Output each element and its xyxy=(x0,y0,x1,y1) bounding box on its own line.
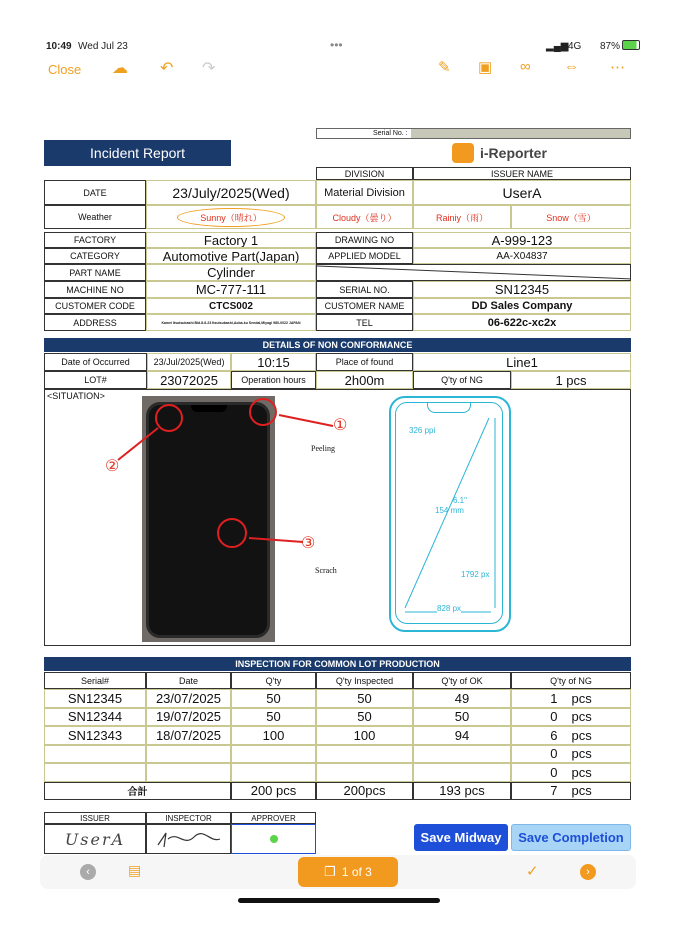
status-date: Wed Jul 23 xyxy=(78,41,128,52)
table-cell[interactable]: SN12343 xyxy=(44,726,146,745)
applied-model-field[interactable]: AA-X04837 xyxy=(413,248,631,264)
part-name-field[interactable]: Cylinder xyxy=(146,264,316,281)
approver-status-dot-icon xyxy=(270,835,278,843)
table-cell[interactable] xyxy=(316,763,413,782)
ng-unit: pcs xyxy=(571,746,592,762)
fit-width-icon[interactable]: ⇔ xyxy=(564,58,579,75)
camera-icon[interactable]: ▣ xyxy=(478,59,493,76)
serial-no-label-2: SERIAL NO. xyxy=(316,281,413,298)
tel-label: TEL xyxy=(316,314,413,331)
category-label: CATEGORY xyxy=(44,248,146,264)
address-field[interactable]: Kamei Itsutsubashi Bld.8-6-23 Itsutsubashi,Aoba-ku Sendai,Miyagi 980-0022 JAPAN xyxy=(146,314,316,331)
date-occurred-field[interactable]: 23/Jul/2025(Wed) xyxy=(147,353,231,371)
total-cell: 200pcs xyxy=(316,782,413,801)
pages-icon: ❐ xyxy=(324,864,336,879)
ng-value: 0 xyxy=(550,709,558,725)
address-label: ADDRESS xyxy=(44,314,146,331)
home-indicator xyxy=(238,898,440,903)
more-icon[interactable]: ⋯ xyxy=(610,59,625,76)
table-cell[interactable]: 18/07/2025 xyxy=(146,726,231,745)
total-cell: 193 pcs xyxy=(413,782,511,801)
mm-label: 154 mm xyxy=(435,506,464,515)
ng-cell[interactable] xyxy=(511,763,631,782)
table-cell[interactable] xyxy=(146,745,231,764)
table-cell[interactable]: 49 xyxy=(413,689,511,708)
table-cell[interactable] xyxy=(316,745,413,764)
customer-code-label: CUSTOMER CODE xyxy=(44,298,146,314)
table-cell[interactable]: 50 xyxy=(413,708,511,727)
issuer-name-field[interactable]: UserA xyxy=(413,180,631,205)
serial-no-field[interactable] xyxy=(316,128,631,139)
total-label: 合計 xyxy=(44,782,231,801)
signal-icon: ▂▄▆ xyxy=(546,41,569,52)
issuer-signature: UserA xyxy=(64,829,126,849)
weather-label: Weather xyxy=(44,205,146,229)
lot-field[interactable]: 23072025 xyxy=(147,371,231,389)
column-header: Serial# xyxy=(44,672,146,689)
column-header: Q'ty of OK xyxy=(413,672,511,689)
category-field[interactable]: Automotive Part(Japan) xyxy=(146,248,316,264)
ng-label: Q'ty of NG xyxy=(413,371,511,389)
date-label: DATE xyxy=(44,180,146,205)
table-cell[interactable] xyxy=(231,763,316,782)
ng-value: 0 xyxy=(550,764,558,780)
serial-no-label: Serial No. : xyxy=(373,130,408,137)
network-label: 4G xyxy=(568,41,582,52)
column-header: Date xyxy=(146,672,231,689)
ng-unit: pcs xyxy=(571,709,592,725)
blank-strikethrough-cell xyxy=(316,264,631,281)
serial-no-value-field[interactable]: SN12345 xyxy=(413,281,631,298)
customer-code-field[interactable]: CTCS002 xyxy=(146,298,316,314)
ng-unit: pcs xyxy=(571,727,592,743)
machine-no-label: MACHINE NO xyxy=(44,281,146,298)
approver-sign-label: APPROVER xyxy=(231,812,316,824)
page-indicator-label: 1 of 3 xyxy=(341,865,372,879)
situation-area[interactable] xyxy=(44,389,631,646)
table-cell[interactable]: 50 xyxy=(231,708,316,727)
factory-label: FACTORY xyxy=(44,232,146,248)
weather-sunny-option[interactable] xyxy=(146,205,316,229)
close-button[interactable]: Close xyxy=(48,62,82,77)
status-bar xyxy=(32,36,644,58)
weather-snow-option[interactable]: Snow（雪） xyxy=(511,205,631,229)
weather-rainy-option[interactable]: Rainiy（雨） xyxy=(413,205,511,229)
battery-percent: 87% xyxy=(600,41,621,52)
diagonal-label: 6.1" xyxy=(453,496,467,505)
column-header: Q'ty xyxy=(231,672,316,689)
inspector-signature-field[interactable] xyxy=(146,824,231,854)
marker-2: ② xyxy=(105,458,120,475)
undo-icon[interactable]: ↶ xyxy=(160,60,174,77)
pen-icon[interactable]: ✎ xyxy=(438,59,451,76)
cloud-icon[interactable]: ☁ xyxy=(112,60,128,77)
date-occurred-label: Date of Occurred xyxy=(44,353,147,371)
ng-value: 0 xyxy=(550,746,558,762)
table-cell[interactable]: 50 xyxy=(316,708,413,727)
drawing-no-label: DRAWING NO xyxy=(316,232,413,248)
page-indicator-button[interactable] xyxy=(298,857,398,887)
column-header: Q'ty Inspected xyxy=(316,672,413,689)
tel-field[interactable]: 06-622c-xc2x xyxy=(413,314,631,331)
operation-hours-label: Operation hours xyxy=(231,371,316,389)
checkmark-icon[interactable]: ✓ xyxy=(526,863,539,880)
issuer-name-label: ISSUER NAME xyxy=(413,167,631,180)
phone-diagram xyxy=(389,396,511,632)
table-cell[interactable] xyxy=(44,763,146,782)
strikethrough-line xyxy=(317,264,630,281)
marker-1: ① xyxy=(333,417,348,434)
ng-cell[interactable] xyxy=(511,745,631,764)
customer-name-label: CUSTOMER NAME xyxy=(316,298,413,314)
table-cell[interactable] xyxy=(44,745,146,764)
ng-cell[interactable] xyxy=(511,689,631,708)
battery-icon xyxy=(622,40,640,50)
table-cell[interactable]: SN12344 xyxy=(44,708,146,727)
ppi-label: 326 ppi xyxy=(409,426,436,435)
applied-model-label: APPLIED MODEL xyxy=(316,248,413,264)
ng-value: 6 xyxy=(550,727,558,743)
table-cell[interactable]: 23/07/2025 xyxy=(146,689,231,708)
ng-value: 1 xyxy=(550,690,558,706)
inspector-signature-scribble xyxy=(154,829,224,849)
table-cell[interactable]: 100 xyxy=(231,726,316,745)
time-occurred-field[interactable]: 10:15 xyxy=(231,353,316,371)
total-ng-value: 7 xyxy=(550,783,558,799)
table-cell[interactable] xyxy=(146,763,231,782)
factory-field[interactable]: Factory 1 xyxy=(146,232,316,248)
table-cell[interactable] xyxy=(413,763,511,782)
place-found-label: Place of found xyxy=(316,353,413,371)
ng-cell[interactable] xyxy=(511,708,631,727)
table-cell[interactable]: 50 xyxy=(316,689,413,708)
details-header: DETAILS OF NON CONFORMANCE xyxy=(44,338,631,352)
weather-cloudy-option[interactable]: Cloudy（曇り） xyxy=(316,205,413,229)
table-cell[interactable]: 94 xyxy=(413,726,511,745)
save-disk-icon[interactable]: ▤ xyxy=(128,862,142,878)
table-cell[interactable]: 100 xyxy=(316,726,413,745)
ng-unit: pcs xyxy=(571,690,592,706)
table-cell[interactable] xyxy=(413,745,511,764)
toolbar xyxy=(32,58,644,82)
inspection-header: INSPECTION FOR COMMON LOT PRODUCTION xyxy=(44,657,631,671)
table-cell[interactable]: SN12345 xyxy=(44,689,146,708)
status-time: 10:49 xyxy=(46,41,72,52)
table-cell[interactable]: 50 xyxy=(231,689,316,708)
weather-sunny-label: Sunny（晴れ） xyxy=(177,208,285,227)
bottom-navigation-bar xyxy=(40,855,636,889)
place-found-field[interactable]: Line1 xyxy=(413,353,631,371)
ng-cell[interactable] xyxy=(511,726,631,745)
save-midway-button[interactable]: Save Midway xyxy=(414,824,508,851)
peeling-label: Peeling xyxy=(311,444,335,453)
machine-no-field[interactable]: MC-777-111 xyxy=(146,281,316,298)
table-cell[interactable] xyxy=(231,745,316,764)
ng-unit: pcs xyxy=(571,764,592,780)
ng-field[interactable]: 1 pcs xyxy=(511,371,631,389)
customer-name-field[interactable]: DD Sales Company xyxy=(413,298,631,314)
date-field[interactable]: 23/July/2025(Wed) xyxy=(146,180,316,205)
total-cell: 200 pcs xyxy=(231,782,316,801)
next-page-icon[interactable]: › xyxy=(580,864,596,880)
part-name-label: PART NAME xyxy=(44,264,146,281)
height-px-label: 1792 px xyxy=(461,570,490,579)
link-icon[interactable]: ∞ xyxy=(520,58,531,75)
redo-icon[interactable]: ↷ xyxy=(202,60,216,77)
division-label: DIVISION xyxy=(316,167,413,180)
brand-name: i-Reporter xyxy=(480,145,547,161)
scratch-label: Scrach xyxy=(315,566,337,575)
report-title: Incident Report xyxy=(44,140,231,166)
width-px-label: 828 px xyxy=(437,604,462,613)
save-completion-button[interactable]: Save Completion xyxy=(511,824,631,851)
column-header: Q'ty of NG xyxy=(511,672,631,689)
inspector-sign-label: INSPECTOR xyxy=(146,812,231,824)
marker-3: ③ xyxy=(301,535,316,552)
multitask-dots-icon[interactable]: ••• xyxy=(330,38,343,52)
approver-signature-field[interactable] xyxy=(231,824,316,854)
drawing-no-field[interactable]: A-999-123 xyxy=(413,232,631,248)
total-ng-unit: pcs xyxy=(571,783,592,799)
table-cell[interactable]: 19/07/2025 xyxy=(146,708,231,727)
total-ng-cell xyxy=(511,782,631,801)
lot-label: LOT# xyxy=(44,371,147,389)
issuer-sign-label: ISSUER xyxy=(44,812,146,824)
prev-page-icon[interactable]: ‹ xyxy=(80,864,96,880)
issuer-signature-field[interactable] xyxy=(44,824,146,854)
division-field[interactable]: Material Division xyxy=(316,180,413,205)
i-reporter-logo-icon xyxy=(452,143,474,163)
situation-label: <SITUATION> xyxy=(47,391,105,401)
operation-hours-field[interactable]: 2h00m xyxy=(316,371,413,389)
